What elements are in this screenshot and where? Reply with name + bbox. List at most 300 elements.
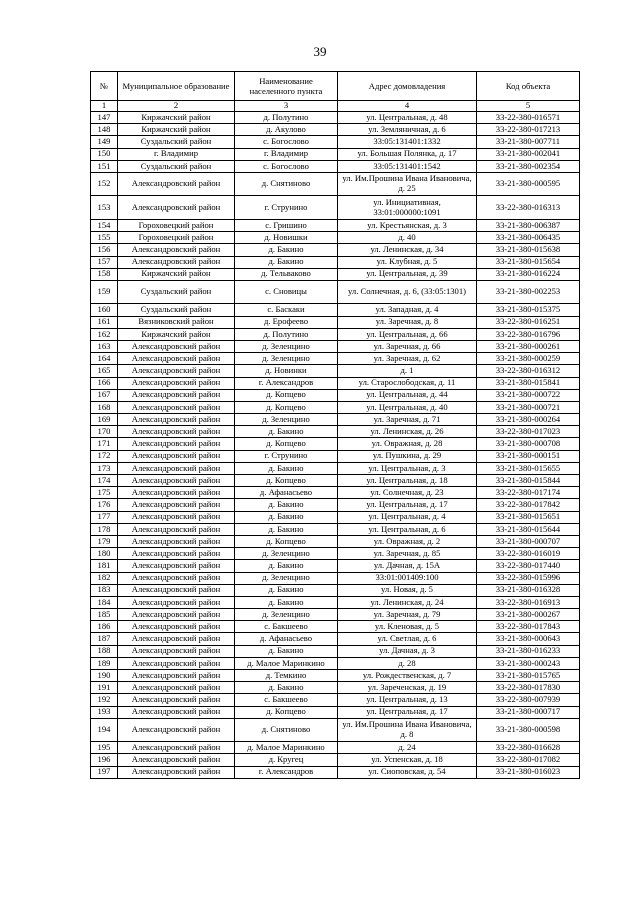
cell-object-code: 33-22-380-016796 — [477, 328, 580, 340]
cell-number: 183 — [91, 584, 118, 596]
table-row — [91, 670, 580, 682]
cell-address: ул. Дачная, д. 3 — [338, 645, 477, 657]
cell-address: ул. Заречная, д. 62 — [338, 353, 477, 365]
cell-municipality: Александровский район — [118, 365, 235, 377]
cell-object-code: 33-21-380-002253 — [477, 280, 580, 304]
cell-locality: д. Афанасьево — [235, 633, 338, 645]
cell-address: ул. Овражная, д. 28 — [338, 438, 477, 450]
cell-object-code: 33-22-380-017082 — [477, 754, 580, 766]
cell-municipality: Александровский район — [118, 438, 235, 450]
table-row — [91, 136, 580, 148]
cell-number: 195 — [91, 742, 118, 754]
cell-address: ул. Крестьянская, д. 3 — [338, 219, 477, 231]
cell-address: ул. Центральная, д. 4 — [338, 511, 477, 523]
cell-municipality: Александровский район — [118, 462, 235, 474]
cell-locality: д. Малое Маринкино — [235, 742, 338, 754]
cell-object-code: 33-21-380-000717 — [477, 706, 580, 718]
cell-municipality: Александровский район — [118, 670, 235, 682]
cell-number: 167 — [91, 389, 118, 401]
table-row — [91, 572, 580, 584]
cell-number: 189 — [91, 657, 118, 669]
cell-number: 158 — [91, 268, 118, 280]
cell-address: д. 24 — [338, 742, 477, 754]
cell-number: 168 — [91, 401, 118, 413]
column-number: 2 — [118, 101, 235, 112]
cell-object-code: 33-21-380-000595 — [477, 172, 580, 196]
cell-municipality: Александровский район — [118, 657, 235, 669]
cell-object-code: 33-21-380-015841 — [477, 377, 580, 389]
cell-object-code: 33-21-380-016023 — [477, 766, 580, 778]
table-row — [91, 365, 580, 377]
cell-municipality: Александровский район — [118, 548, 235, 560]
cell-municipality: Александровский район — [118, 742, 235, 754]
cell-address: ул. Центральная, д. 18 — [338, 475, 477, 487]
cell-municipality: Киржачский район — [118, 112, 235, 124]
cell-municipality: Суздальский район — [118, 160, 235, 172]
cell-locality: с. Бакшеево — [235, 694, 338, 706]
table-row — [91, 353, 580, 365]
cell-number: 147 — [91, 112, 118, 124]
cell-number: 190 — [91, 670, 118, 682]
cell-municipality: Суздальский район — [118, 280, 235, 304]
cell-number: 197 — [91, 766, 118, 778]
cell-locality: д. Бакино — [235, 645, 338, 657]
cell-address: 33:05:131401:1542 — [338, 160, 477, 172]
cell-number: 149 — [91, 136, 118, 148]
cell-object-code: 33-21-380-015655 — [477, 462, 580, 474]
cell-number: 187 — [91, 633, 118, 645]
cell-address: 33:01:001409:100 — [338, 572, 477, 584]
cell-locality: д. Зеленцино — [235, 340, 338, 352]
cell-number: 151 — [91, 160, 118, 172]
cell-number: 152 — [91, 172, 118, 196]
table-row — [91, 450, 580, 462]
cell-address: ул. Клубная, д. 5 — [338, 256, 477, 268]
cell-municipality: Александровский район — [118, 511, 235, 523]
cell-locality: г. Струнино — [235, 450, 338, 462]
cell-object-code: 33-21-380-002354 — [477, 160, 580, 172]
cell-address: ул. Ленинская, д. 24 — [338, 596, 477, 608]
cell-address: ул. Светлая, д. 6 — [338, 633, 477, 645]
cell-address: ул. Овражная, д. 2 — [338, 535, 477, 547]
cell-locality: д. Бакино — [235, 596, 338, 608]
table-row — [91, 414, 580, 426]
table-row — [91, 316, 580, 328]
cell-locality: д. Зеленцино — [235, 353, 338, 365]
cell-object-code: 33-21-380-015651 — [477, 511, 580, 523]
cell-locality: д. Копцево — [235, 438, 338, 450]
table-row — [91, 584, 580, 596]
cell-locality: д. Снятиново — [235, 172, 338, 196]
cell-object-code: 33-22-380-017842 — [477, 499, 580, 511]
cell-object-code: 33-22-380-017843 — [477, 621, 580, 633]
cell-object-code: 33-21-380-000243 — [477, 657, 580, 669]
cell-object-code: 33-22-380-017174 — [477, 487, 580, 499]
cell-locality: д. Ерофеево — [235, 316, 338, 328]
cell-object-code: 33-21-380-000151 — [477, 450, 580, 462]
table-row — [91, 172, 580, 196]
cell-address: ул. Инициативная, 33:01:000000:1091 — [338, 196, 477, 220]
cell-address: ул. Центральная, д. 6 — [338, 523, 477, 535]
cell-locality: д. Копцево — [235, 401, 338, 413]
cell-locality: д. Бакино — [235, 511, 338, 523]
cell-object-code: 33-21-380-000259 — [477, 353, 580, 365]
table-row — [91, 328, 580, 340]
cell-address: ул. Успенская, д. 18 — [338, 754, 477, 766]
cell-number: 164 — [91, 353, 118, 365]
cell-locality: г. Александров — [235, 766, 338, 778]
cell-number: 186 — [91, 621, 118, 633]
cell-municipality: Александровский район — [118, 256, 235, 268]
cell-municipality: Александровский район — [118, 499, 235, 511]
cell-municipality: Александровский район — [118, 450, 235, 462]
cell-number: 184 — [91, 596, 118, 608]
cell-object-code: 33-22-380-016019 — [477, 548, 580, 560]
cell-object-code: 33-21-380-000264 — [477, 414, 580, 426]
cell-locality: д. Бакино — [235, 560, 338, 572]
cell-address: ул. Западная, д. 4 — [338, 304, 477, 316]
header-object-code: Код объекта — [477, 72, 580, 101]
table-row — [91, 438, 580, 450]
cell-municipality: Киржачский район — [118, 328, 235, 340]
cell-object-code: 33-22-380-017440 — [477, 560, 580, 572]
cell-locality: д. Снятиново — [235, 718, 338, 742]
cell-object-code: 33-21-380-000267 — [477, 609, 580, 621]
cell-number: 182 — [91, 572, 118, 584]
cell-locality: д. Копцево — [235, 535, 338, 547]
cell-address: ул. Заречная, д. 66 — [338, 340, 477, 352]
cell-municipality: Александровский район — [118, 584, 235, 596]
header-address: Адрес домовладения — [338, 72, 477, 101]
cell-object-code: 33-21-380-006387 — [477, 219, 580, 231]
cell-number: 193 — [91, 706, 118, 718]
table-row — [91, 511, 580, 523]
cell-locality: д. Малое Маринкино — [235, 657, 338, 669]
cell-address: ул. Большая Полянка, д. 17 — [338, 148, 477, 160]
cell-address: ул. Заречная, д. 71 — [338, 414, 477, 426]
cell-locality: г. Струнино — [235, 196, 338, 220]
cell-object-code: 33-21-380-016233 — [477, 645, 580, 657]
cell-object-code: 33-22-380-016571 — [477, 112, 580, 124]
cell-locality: д. Зеленцино — [235, 572, 338, 584]
column-number: 1 — [91, 101, 118, 112]
cell-locality: с. Бакшеево — [235, 621, 338, 633]
table-row — [91, 657, 580, 669]
cell-municipality: Александровский район — [118, 172, 235, 196]
cell-object-code: 33-21-380-000708 — [477, 438, 580, 450]
cell-number: 162 — [91, 328, 118, 340]
cell-municipality: Вязниковский район — [118, 316, 235, 328]
cell-number: 181 — [91, 560, 118, 572]
objects-table — [90, 71, 580, 779]
cell-address: ул. Центральная, д. 48 — [338, 112, 477, 124]
cell-number: 166 — [91, 377, 118, 389]
cell-locality: д. Новинки — [235, 365, 338, 377]
cell-address: д. 40 — [338, 232, 477, 244]
cell-address: ул. Центральная, д. 39 — [338, 268, 477, 280]
cell-address: ул. Заречная, д. 85 — [338, 548, 477, 560]
cell-municipality: Александровский район — [118, 414, 235, 426]
cell-object-code: 33-21-380-015654 — [477, 256, 580, 268]
cell-locality: д. Афанасьево — [235, 487, 338, 499]
cell-number: 160 — [91, 304, 118, 316]
table-body — [91, 112, 580, 779]
table-row — [91, 742, 580, 754]
cell-object-code: 33-21-380-002041 — [477, 148, 580, 160]
cell-number: 176 — [91, 499, 118, 511]
table-row — [91, 633, 580, 645]
table-row — [91, 548, 580, 560]
cell-number: 188 — [91, 645, 118, 657]
table-row — [91, 462, 580, 474]
table-row — [91, 401, 580, 413]
cell-object-code: 33-21-380-015638 — [477, 244, 580, 256]
cell-municipality: Александровский район — [118, 353, 235, 365]
cell-municipality: Гороховецкий район — [118, 232, 235, 244]
cell-number: 194 — [91, 718, 118, 742]
cell-address: д. 28 — [338, 657, 477, 669]
cell-object-code: 33-21-380-000261 — [477, 340, 580, 352]
cell-object-code: 33-22-380-016251 — [477, 316, 580, 328]
cell-address: ул. Рождественская, д. 7 — [338, 670, 477, 682]
table-row — [91, 160, 580, 172]
header-municipality: Муниципальное образование — [118, 72, 235, 101]
cell-locality: д. Новишки — [235, 232, 338, 244]
cell-number: 153 — [91, 196, 118, 220]
cell-object-code: 33-21-380-016328 — [477, 584, 580, 596]
cell-municipality: Александровский район — [118, 609, 235, 621]
cell-number: 179 — [91, 535, 118, 547]
cell-municipality: Александровский район — [118, 560, 235, 572]
cell-address: ул. Центральная, д. 17 — [338, 499, 477, 511]
table-row — [91, 124, 580, 136]
cell-locality: д. Бакино — [235, 584, 338, 596]
column-number: 3 — [235, 101, 338, 112]
cell-number: 171 — [91, 438, 118, 450]
cell-object-code: 33-21-380-015375 — [477, 304, 580, 316]
cell-municipality: Александровский район — [118, 645, 235, 657]
cell-address: ул. Дачная, д. 15А — [338, 560, 477, 572]
cell-address: ул. Центральная, д. 66 — [338, 328, 477, 340]
cell-address: ул. Заречная, д. 8 — [338, 316, 477, 328]
cell-municipality: Александровский район — [118, 196, 235, 220]
cell-number: 178 — [91, 523, 118, 535]
table-row — [91, 766, 580, 778]
cell-address: ул. Старослободская, д. 11 — [338, 377, 477, 389]
cell-number: 175 — [91, 487, 118, 499]
cell-municipality: Александровский район — [118, 244, 235, 256]
table-row — [91, 340, 580, 352]
cell-locality: д. Зеленцино — [235, 414, 338, 426]
cell-address: ул. Земляничная, д. 6 — [338, 124, 477, 136]
cell-number: 191 — [91, 682, 118, 694]
cell-municipality: Александровский район — [118, 621, 235, 633]
table-row — [91, 256, 580, 268]
cell-address: ул. Центральная, д. 13 — [338, 694, 477, 706]
cell-municipality: г. Владимир — [118, 148, 235, 160]
cell-object-code: 33-22-380-017830 — [477, 682, 580, 694]
cell-locality: д. Бакино — [235, 426, 338, 438]
cell-number: 172 — [91, 450, 118, 462]
table-row — [91, 148, 580, 160]
cell-locality: с. Гришино — [235, 219, 338, 231]
cell-object-code: 33-21-380-015644 — [477, 523, 580, 535]
cell-locality: д. Копцево — [235, 706, 338, 718]
table-row — [91, 426, 580, 438]
cell-locality: д. Тельваково — [235, 268, 338, 280]
cell-address: ул. Кленовая, д. 5 — [338, 621, 477, 633]
cell-address: ул. Пушкина, д. 29 — [338, 450, 477, 462]
column-number: 5 — [477, 101, 580, 112]
cell-locality: с. Баскаки — [235, 304, 338, 316]
cell-number: 165 — [91, 365, 118, 377]
cell-object-code: 33-22-380-017213 — [477, 124, 580, 136]
cell-address: ул. Центральная, д. 44 — [338, 389, 477, 401]
cell-number: 180 — [91, 548, 118, 560]
cell-number: 196 — [91, 754, 118, 766]
cell-locality: с. Богослово — [235, 136, 338, 148]
table-row — [91, 535, 580, 547]
table-row — [91, 487, 580, 499]
header-number: № — [91, 72, 118, 101]
cell-locality: д. Бакино — [235, 682, 338, 694]
cell-municipality: Суздальский район — [118, 136, 235, 148]
cell-locality: д. Копцево — [235, 389, 338, 401]
cell-municipality: Александровский район — [118, 475, 235, 487]
cell-locality: д. Копцево — [235, 475, 338, 487]
table-header — [91, 72, 580, 112]
cell-locality: д. Бакино — [235, 499, 338, 511]
cell-number: 185 — [91, 609, 118, 621]
cell-address: ул. Центральная, д. 40 — [338, 401, 477, 413]
cell-object-code: 33-22-380-016313 — [477, 196, 580, 220]
cell-municipality: Александровский район — [118, 340, 235, 352]
cell-address: ул. Новая, д. 5 — [338, 584, 477, 596]
table-row — [91, 706, 580, 718]
cell-number: 174 — [91, 475, 118, 487]
cell-municipality: Александровский район — [118, 401, 235, 413]
table-row — [91, 112, 580, 124]
cell-locality: г. Александров — [235, 377, 338, 389]
cell-number: 169 — [91, 414, 118, 426]
cell-municipality: Александровский район — [118, 487, 235, 499]
cell-locality: д. Полутино — [235, 112, 338, 124]
cell-municipality: Александровский район — [118, 754, 235, 766]
cell-number: 156 — [91, 244, 118, 256]
cell-locality: д. Бакино — [235, 523, 338, 535]
cell-object-code: 33-21-380-015844 — [477, 475, 580, 487]
cell-number: 163 — [91, 340, 118, 352]
cell-number: 173 — [91, 462, 118, 474]
cell-address: ул. Им.Прошина Ивана Ивановича, д. 8 — [338, 718, 477, 742]
cell-locality: д. Полутино — [235, 328, 338, 340]
header-locality: Наименование населенного пункта — [235, 72, 338, 101]
cell-municipality: Гороховецкий район — [118, 219, 235, 231]
cell-municipality: Александровский район — [118, 523, 235, 535]
cell-municipality: Александровский район — [118, 706, 235, 718]
cell-address: ул. Им.Прошина Ивана Ивановича, д. 25 — [338, 172, 477, 196]
cell-object-code: 33-21-380-000722 — [477, 389, 580, 401]
cell-locality: д. Зеленцино — [235, 609, 338, 621]
cell-address: ул. Центральная, д. 17 — [338, 706, 477, 718]
cell-locality: д. Кругец — [235, 754, 338, 766]
cell-address: ул. Ленинская, д. 34 — [338, 244, 477, 256]
cell-municipality: Александровский район — [118, 766, 235, 778]
table-row — [91, 523, 580, 535]
table-row — [91, 475, 580, 487]
cell-locality: д. Бакино — [235, 256, 338, 268]
cell-object-code: 33-21-380-000707 — [477, 535, 580, 547]
cell-municipality: Александровский район — [118, 633, 235, 645]
column-number-row — [91, 101, 580, 112]
cell-object-code: 33-22-380-017023 — [477, 426, 580, 438]
cell-municipality: Александровский район — [118, 377, 235, 389]
cell-locality: д. Акулово — [235, 124, 338, 136]
cell-address: ул. Солнечная, д. 6, (33:05:1301) — [338, 280, 477, 304]
page-number: 39 — [313, 44, 327, 59]
cell-address: д. 1 — [338, 365, 477, 377]
column-number: 4 — [338, 101, 477, 112]
table-row — [91, 389, 580, 401]
cell-object-code: 33-21-380-007711 — [477, 136, 580, 148]
table-row — [91, 621, 580, 633]
cell-object-code: 33-21-380-015765 — [477, 670, 580, 682]
cell-locality: г. Владимир — [235, 148, 338, 160]
cell-number: 157 — [91, 256, 118, 268]
cell-object-code: 33-22-380-016628 — [477, 742, 580, 754]
cell-address: ул. Зареченская, д. 19 — [338, 682, 477, 694]
cell-municipality: Александровский район — [118, 694, 235, 706]
table-row — [91, 304, 580, 316]
cell-municipality: Суздальский район — [118, 304, 235, 316]
cell-object-code: 33-21-380-000721 — [477, 401, 580, 413]
cell-number: 155 — [91, 232, 118, 244]
cell-object-code: 33-22-380-015996 — [477, 572, 580, 584]
cell-number: 150 — [91, 148, 118, 160]
cell-number: 154 — [91, 219, 118, 231]
table-row — [91, 280, 580, 304]
cell-address: 33:05:131401:1332 — [338, 136, 477, 148]
table-row — [91, 232, 580, 244]
cell-address: ул. Сиоповская, д. 54 — [338, 766, 477, 778]
cell-number: 148 — [91, 124, 118, 136]
cell-municipality: Александровский район — [118, 596, 235, 608]
table-row — [91, 219, 580, 231]
cell-number: 159 — [91, 280, 118, 304]
cell-locality: с. Сновицы — [235, 280, 338, 304]
cell-locality: д. Бакино — [235, 462, 338, 474]
cell-municipality: Александровский район — [118, 572, 235, 584]
table-row — [91, 499, 580, 511]
cell-municipality: Киржачский район — [118, 124, 235, 136]
cell-municipality: Александровский район — [118, 389, 235, 401]
cell-object-code: 33-21-380-000643 — [477, 633, 580, 645]
cell-municipality: Александровский район — [118, 426, 235, 438]
cell-number: 170 — [91, 426, 118, 438]
cell-municipality: Александровский район — [118, 718, 235, 742]
table-row — [91, 377, 580, 389]
table-row — [91, 694, 580, 706]
table-row — [91, 596, 580, 608]
cell-object-code: 33-22-380-007939 — [477, 694, 580, 706]
table-row — [91, 244, 580, 256]
cell-locality: д. Темкино — [235, 670, 338, 682]
cell-number: 192 — [91, 694, 118, 706]
header-row — [91, 72, 580, 101]
table-row — [91, 645, 580, 657]
table-row — [91, 682, 580, 694]
cell-object-code: 33-21-380-016224 — [477, 268, 580, 280]
